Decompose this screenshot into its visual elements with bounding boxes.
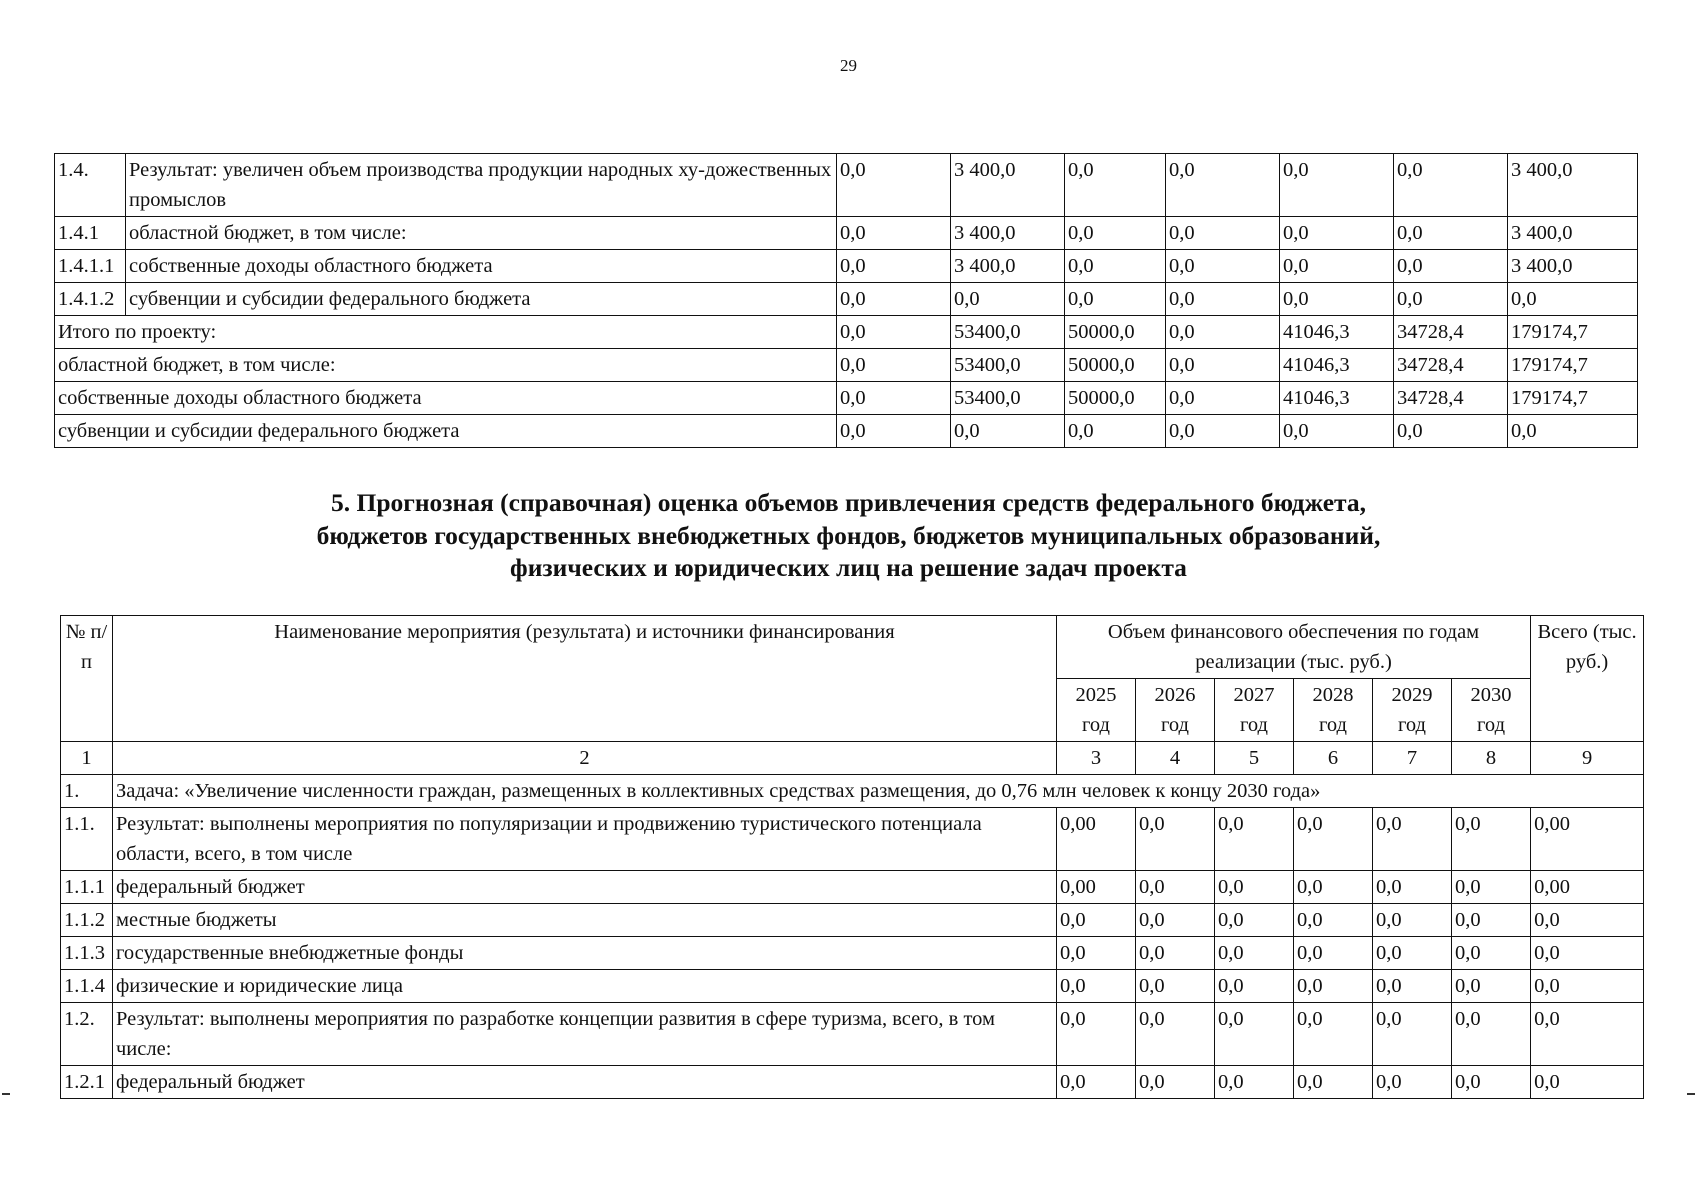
- table-row: [55, 154, 1638, 217]
- value-cell: 3 400,0: [1508, 250, 1638, 283]
- value-cell: 0,0: [1136, 970, 1215, 1003]
- row-name: областной бюджет, в том числе:: [126, 217, 837, 250]
- value-cell: 0,0: [1452, 1003, 1531, 1066]
- total-name: собственные доходы областного бюджета: [55, 382, 837, 415]
- column-number: 3: [1057, 742, 1136, 775]
- value-cell: 0,0: [1394, 154, 1508, 217]
- row-number: 1.1.1: [61, 871, 113, 904]
- value-cell: 0,0: [1166, 415, 1280, 448]
- value-cell: 0,0: [1294, 871, 1373, 904]
- value-cell: 0,0: [1065, 283, 1166, 316]
- value-cell: 0,0: [1373, 1003, 1452, 1066]
- value-cell: 0,0: [1215, 970, 1294, 1003]
- total-name: субвенции и субсидии федерального бюджета: [55, 415, 837, 448]
- value-cell: 0,0: [1065, 154, 1166, 217]
- table-row: [61, 1003, 1644, 1066]
- value-cell: 34728,4: [1394, 382, 1508, 415]
- value-cell: 0,0: [1166, 250, 1280, 283]
- value-cell: 0,0: [837, 415, 951, 448]
- header-num: № п/п: [61, 616, 113, 742]
- value-cell: 0,0: [1215, 904, 1294, 937]
- value-cell: 34728,4: [1394, 316, 1508, 349]
- value-cell: 0,0: [1452, 871, 1531, 904]
- column-number: 8: [1452, 742, 1531, 775]
- value-cell: 0,0: [1136, 1066, 1215, 1099]
- value-cell: 3 400,0: [1508, 154, 1638, 217]
- value-cell: 0,0: [1065, 415, 1166, 448]
- value-cell: 0,0: [1166, 382, 1280, 415]
- value-cell: 0,0: [1215, 1066, 1294, 1099]
- row-number: 1.1.2: [61, 904, 113, 937]
- column-number: 1: [61, 742, 113, 775]
- value-cell: 0,0: [1057, 1066, 1136, 1099]
- value-cell: 50000,0: [1065, 382, 1166, 415]
- table-row: [61, 970, 1644, 1003]
- value-cell: 0,0: [1280, 217, 1394, 250]
- value-cell: 41046,3: [1280, 349, 1394, 382]
- value-cell: 3 400,0: [1508, 217, 1638, 250]
- table-row: [55, 283, 1638, 316]
- section-title-line: 5. Прогнозная (справочная) оценка объемов привлечения средств федерального бюджета,: [330, 488, 1367, 517]
- value-cell: 0,0: [1215, 1003, 1294, 1066]
- value-cell: 0,0: [837, 316, 951, 349]
- value-cell: 0,0: [1452, 1066, 1531, 1099]
- value-cell: 0,0: [1136, 871, 1215, 904]
- value-cell: 0,0: [1373, 904, 1452, 937]
- header-year: 2028 год: [1294, 679, 1373, 742]
- value-cell: 0,0: [1394, 250, 1508, 283]
- page-number: 29: [840, 56, 857, 75]
- value-cell: 0,0: [1057, 970, 1136, 1003]
- value-cell: 0,00: [1057, 808, 1136, 871]
- row-number: 1.2.: [61, 1003, 113, 1066]
- column-number: 6: [1294, 742, 1373, 775]
- header-year: 2026 год: [1136, 679, 1215, 742]
- task-num: 1.: [61, 775, 113, 808]
- row-number: 1.4.: [55, 154, 126, 217]
- value-cell: 0,0: [1373, 937, 1452, 970]
- header-year: 2025 год: [1057, 679, 1136, 742]
- value-cell: 50000,0: [1065, 349, 1166, 382]
- value-cell: 0,0: [1166, 316, 1280, 349]
- header-year: 2030 год: [1452, 679, 1531, 742]
- value-cell: 0,0: [1065, 217, 1166, 250]
- value-cell: 53400,0: [951, 349, 1065, 382]
- value-cell: 0,0: [1280, 283, 1394, 316]
- table-row: [61, 937, 1644, 970]
- value-cell: 0,0: [1394, 415, 1508, 448]
- value-cell: 0,0: [1136, 937, 1215, 970]
- value-cell: 0,00: [1531, 808, 1644, 871]
- value-cell: 0,0: [1280, 154, 1394, 217]
- row-name: местные бюджеты: [113, 904, 1057, 937]
- column-number: 5: [1215, 742, 1294, 775]
- table-row: [55, 250, 1638, 283]
- value-cell: 3 400,0: [951, 250, 1065, 283]
- row-number: 1.1.: [61, 808, 113, 871]
- table-row: [55, 217, 1638, 250]
- value-cell: 0,0: [1215, 808, 1294, 871]
- forecast-funding-table: [60, 615, 1644, 1099]
- header-year: 2029 год: [1373, 679, 1452, 742]
- table-row: [61, 808, 1644, 871]
- total-name: областной бюджет, в том числе:: [55, 349, 837, 382]
- value-cell: 3 400,0: [951, 154, 1065, 217]
- value-cell: 0,0: [1166, 349, 1280, 382]
- value-cell: 0,0: [1373, 1066, 1452, 1099]
- value-cell: 0,0: [1280, 250, 1394, 283]
- value-cell: 0,0: [1394, 283, 1508, 316]
- value-cell: 0,0: [1452, 904, 1531, 937]
- total-row: [55, 316, 1638, 349]
- value-cell: 50000,0: [1065, 316, 1166, 349]
- section-title-line: бюджетов государственных внебюджетных фондов, бюджетов муниципальных образований,: [316, 520, 1381, 550]
- row-name: собственные доходы областного бюджета: [126, 250, 837, 283]
- value-cell: 0,0: [1136, 904, 1215, 937]
- value-cell: 3 400,0: [951, 217, 1065, 250]
- section-5-title: [0, 487, 1697, 585]
- value-cell: 0,0: [1452, 970, 1531, 1003]
- value-cell: 179174,7: [1508, 349, 1638, 382]
- margin-tick: [2, 1093, 10, 1095]
- value-cell: 0,00: [1057, 871, 1136, 904]
- value-cell: 0,0: [1057, 937, 1136, 970]
- funding-table-continued: [54, 153, 1638, 448]
- value-cell: 0,0: [951, 415, 1065, 448]
- value-cell: 0,0: [1065, 250, 1166, 283]
- row-name: федеральный бюджет: [113, 871, 1057, 904]
- value-cell: 0,0: [1136, 1003, 1215, 1066]
- row-number: 1.4.1.1: [55, 250, 126, 283]
- value-cell: 179174,7: [1508, 316, 1638, 349]
- total-row: [55, 382, 1638, 415]
- value-cell: 0,0: [1294, 1066, 1373, 1099]
- total-row: [55, 349, 1638, 382]
- value-cell: 0,0: [1373, 970, 1452, 1003]
- value-cell: 53400,0: [951, 316, 1065, 349]
- value-cell: 0,0: [1215, 937, 1294, 970]
- value-cell: 53400,0: [951, 382, 1065, 415]
- column-number: 7: [1373, 742, 1452, 775]
- value-cell: 0,0: [1136, 808, 1215, 871]
- header-total: Всего (тыс. руб.): [1531, 616, 1644, 742]
- value-cell: 0,0: [1531, 904, 1644, 937]
- column-number: 4: [1136, 742, 1215, 775]
- header-year: 2027 год: [1215, 679, 1294, 742]
- value-cell: 0,0: [1215, 871, 1294, 904]
- row-name: физические и юридические лица: [113, 970, 1057, 1003]
- row-name: Результат: увеличен объем производства продукции народных ху-дожественных промыслов: [126, 154, 837, 217]
- row-name: Результат: выполнены мероприятия по популяризации и продвижению туристического потенциала области, всего, в том числе: [113, 808, 1057, 871]
- row-name: государственные внебюджетные фонды: [113, 937, 1057, 970]
- value-cell: 0,0: [837, 349, 951, 382]
- section-title-line: физических и юридических лиц на решение задач проекта: [510, 553, 1187, 582]
- value-cell: 0,0: [1452, 937, 1531, 970]
- value-cell: 179174,7: [1508, 382, 1638, 415]
- value-cell: 0,0: [1508, 283, 1638, 316]
- value-cell: 0,0: [1531, 1066, 1644, 1099]
- header-name: Наименование мероприятия (результата) и источники финансирования: [113, 616, 1057, 742]
- row-name: Результат: выполнены мероприятия по разработке концепции развития в сфере туризма, всего, в том числе:: [113, 1003, 1057, 1066]
- value-cell: 0,0: [1373, 808, 1452, 871]
- row-number: 1.1.3: [61, 937, 113, 970]
- margin-tick: [1687, 1093, 1695, 1095]
- row-name: федеральный бюджет: [113, 1066, 1057, 1099]
- row-number: 1.1.4: [61, 970, 113, 1003]
- task-text: Задача: «Увеличение численности граждан, размещенных в коллективных средствах размещения, до 0,76 млн человек к концу 2030 года»: [113, 775, 1644, 808]
- value-cell: 0,0: [837, 217, 951, 250]
- total-row: [55, 415, 1638, 448]
- value-cell: 0,0: [1508, 415, 1638, 448]
- value-cell: 0,0: [837, 250, 951, 283]
- total-name: Итого по проекту:: [55, 316, 837, 349]
- value-cell: 41046,3: [1280, 316, 1394, 349]
- row-number: 1.2.1: [61, 1066, 113, 1099]
- value-cell: 0,0: [1394, 217, 1508, 250]
- table-row: [61, 871, 1644, 904]
- column-number: 2: [113, 742, 1057, 775]
- value-cell: 0,0: [1531, 1003, 1644, 1066]
- value-cell: 0,0: [1373, 871, 1452, 904]
- value-cell: 0,0: [1452, 808, 1531, 871]
- row-number: 1.4.1.2: [55, 283, 126, 316]
- value-cell: 0,0: [1057, 904, 1136, 937]
- value-cell: 0,0: [837, 382, 951, 415]
- value-cell: 34728,4: [1394, 349, 1508, 382]
- value-cell: 0,0: [1057, 1003, 1136, 1066]
- value-cell: 0,0: [1166, 217, 1280, 250]
- header-volume: Объем финансового обеспечения по годам реализации (тыс. руб.): [1057, 616, 1531, 679]
- table-row: [61, 904, 1644, 937]
- value-cell: 0,0: [1166, 154, 1280, 217]
- value-cell: 0,0: [1531, 937, 1644, 970]
- value-cell: 0,0: [837, 283, 951, 316]
- value-cell: 0,0: [1294, 970, 1373, 1003]
- value-cell: 0,00: [1531, 871, 1644, 904]
- value-cell: 0,0: [1280, 415, 1394, 448]
- value-cell: 0,0: [1294, 904, 1373, 937]
- task-row: [61, 775, 1644, 808]
- row-number: 1.4.1: [55, 217, 126, 250]
- column-number: 9: [1531, 742, 1644, 775]
- value-cell: 0,0: [1294, 937, 1373, 970]
- value-cell: 0,0: [951, 283, 1065, 316]
- value-cell: 0,0: [1294, 808, 1373, 871]
- value-cell: 0,0: [1166, 283, 1280, 316]
- table-row: [61, 1066, 1644, 1099]
- value-cell: 0,0: [837, 154, 951, 217]
- value-cell: 0,0: [1531, 970, 1644, 1003]
- value-cell: 41046,3: [1280, 382, 1394, 415]
- row-name: субвенции и субсидии федерального бюджета: [126, 283, 837, 316]
- value-cell: 0,0: [1294, 1003, 1373, 1066]
